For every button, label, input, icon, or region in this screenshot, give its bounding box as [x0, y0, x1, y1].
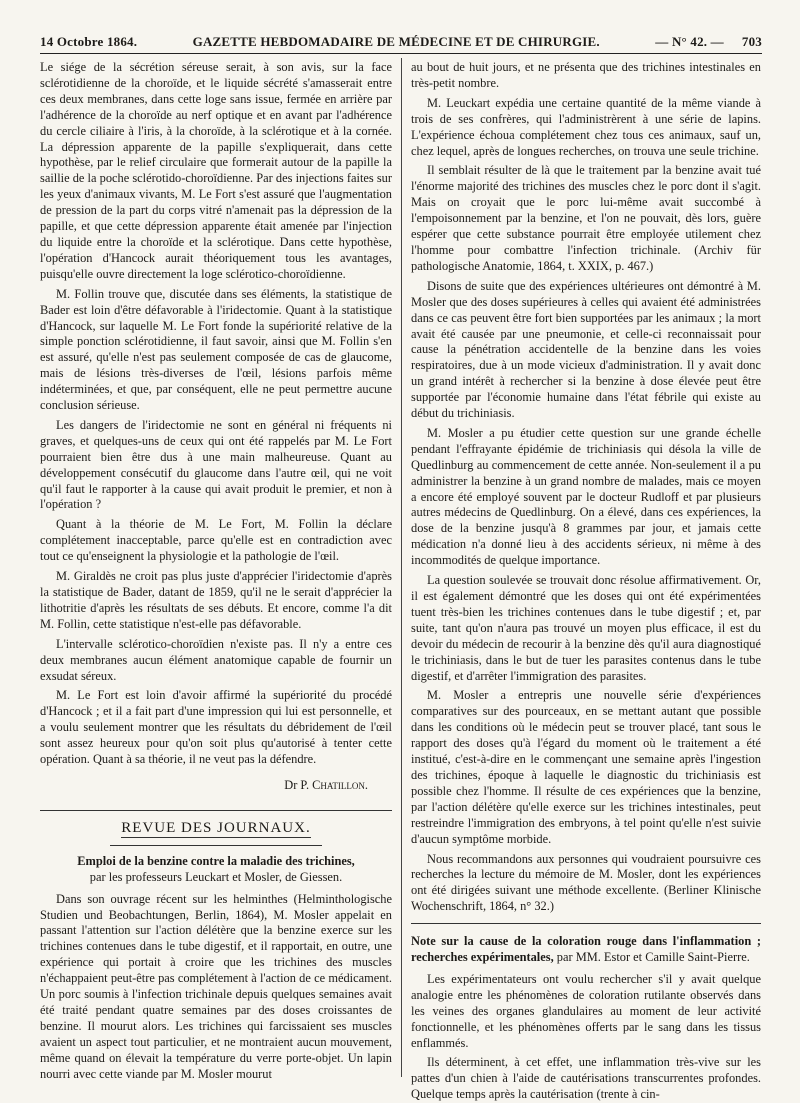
paragraph: Les dangers de l'iridectomie ne sont en général ni fréquents ni graves, et quelques-uns de ceux qui ont été rappelés par M. Le Fort pourraient bien être dus à une main malheureuse. Quant au développement consécutif du glaucome dans l'autre œil, qui ne voit qu'il faut le rapporter à la cause qui avait produit le premier, et non à l'opération ? [40, 417, 392, 512]
paragraph: M. Mosler a entrepris une nouvelle série d'expériences comparatives sur des pourceaux, en se mettant autant que possible dans les conditions où le médecin peut se trouver placé, tant sous le rapport des doses qu'à l'égard du moment où le traitement a été institué, c'est-à-dire en le commençant une semaine après l'ingestion des trichines, époque à laquelle le diagnostic du trichiniasis est possible chez l'homme. Il résulte de ces expériences que la benzine, par l'action délétère qu'elle exerce sur les trichines intestinales, peut restreindre l'immigration des embryons, à tel point qu'elle n'est suivie d'aucun symptôme morbide. [411, 688, 761, 846]
paragraph: M. Leuckart expédia une certaine quantité de la même viande à trois de ses confrères, qui l'administrèrent à une série de lapins. L'expérience échoua complétement chez tous ces animaux, sauf un, chez lequel, après de longues recherches, on trouva une seule trichine. [411, 95, 761, 158]
signature [40, 778, 368, 794]
section-title: REVUE DES JOURNAUX. [121, 819, 311, 836]
article-authors: par les professeurs Leuckart et Mosler, de Giessen. [89, 869, 343, 884]
paragraph: La question soulevée se trouvait donc résolue affirmativement. Or, il est également démontré que les doses qui ont été expérimentées tuent très-bien les trichines contenues dans le tube digestif ; et, par suite, tant qu'on n'aura pas trouvé un moyen plus efficace, il est du devoir du médecin de recourir à la benzine dès qu'il aura diagnostiqué le trichiniasis, dans le but de tuer les parasites contenus dans le tube digestif, et d'arrêter l'immigration des parasites. [411, 573, 761, 683]
paragraph: Nous recommandons aux personnes qui voudraient poursuivre ces recherches la lecture du mémoire de M. Mosler, dont les expériences ont été dirigées suivant une méthode excellente. (Berliner Klinische Wochenschrift, 1864, n° 32.) [411, 851, 761, 914]
article-title-text: Emploi de la benzine contre la maladie des trichines, [77, 853, 355, 868]
paragraph: Le siége de la sécrétion séreuse serait, à son avis, sur la face sclérotidienne de la choroïde, et le liquide sécrété s'amasserait entre ces deux membranes, dans cette loge sans issue, fermée en arrière par l'adhérence de la choroïde au nerf optique et en avant par l'adhérence du cercle ciliaire à l'iris, à la choroïde, à la sclérotique et à la cornée. La dépression apparente de la papille s'expliquerait, dans cette hypothèse, par le relief circulaire que formerait autour de la papille la saillie de la poche sclérotido-choroïdienne. Par des injections faites sur les yeux d'animaux vivants, M. Le Fort s'est assuré que l'augmentation de pression de la part du corps vitré n'amenait pas la dépression de la papille, et que cette dépression apparente était amenée par l'injection du liquide entre la choroïde et la sclérotique. Dans cette hypothèse, l'opération d'Hancock aurait théoriquement tous les avantages, puisqu'elle ouvre directement la loge sclérotico-choroïdienne. [40, 60, 392, 281]
paragraph: Quant à la théorie de M. Le Fort, M. Follin la déclare complétement inacceptable, parce qu'elle est en contradiction avec tout ce qu'enseignent la physiologie et la pathologie de l'œil. [40, 517, 392, 564]
column-rule [401, 58, 402, 1077]
article-title [40, 854, 392, 886]
article-title-text: Note sur la cause de la coloration rouge dans l'inflammation ; recherches expérimentales, [411, 934, 761, 965]
paragraph: au bout de huit jours, et ne présenta que des trichines intestinales en très-petit nombre. [411, 60, 761, 90]
signature-prefix: Dr P. [284, 777, 313, 792]
article-title [411, 934, 761, 966]
divider [411, 923, 761, 924]
left-column [40, 60, 392, 1081]
issue-number: — N° 42. — [655, 34, 724, 49]
journal-title: GAZETTE HEBDOMADAIRE DE MÉDECINE ET DE CHIRURGIE. [192, 34, 600, 49]
paragraph: Ils déterminent, à cet effet, une inflammation très-vive sur les pattes d'un chien à l'aide de cautérisations transcurrentes profondes. Quelque temps après la cautérisation (trente à cin- [411, 1055, 761, 1102]
paragraph: M. Mosler a pu étudier cette question sur une grande échelle pendant l'effrayante épidémie de trichiniasis qui désola la ville de Quedlinburg au commencement de cette année. Non-seulement il a pu administrer la benzine à un grand nombre de malades, mais ce moyen a encore été employé souvent par le docteur Rudloff et par plusieurs autres médecins de Quedlinburg. On a élevé, dans ces expériences, la dose de la benzine jusqu'à 8 grammes par jour, et jamais cette médication n'a donné lieu à des accidents sérieux, ni même à des incommodités de quelque importance. [411, 425, 761, 568]
page-header [40, 28, 762, 54]
page-number: 703 [741, 34, 762, 49]
signature-name: Chatillon. [312, 777, 368, 792]
paragraph: L'intervalle sclérotico-choroïdien n'existe pas. Il n'y a entre ces deux membranes aucun élément anatomique capable de fournir un exsudat séreux. [40, 636, 392, 683]
paragraph: Dans son ouvrage récent sur les helminthes (Helminthologische Studien und Beobachtungen, Berlin, 1864), M. Mosler appelait en passant l'attention sur l'action délétère que la benzine exerce sur les trichines contenues dans le tube digestif, et il rapportait, en outre, une expérience qui portait à croire que les trichines des muscles n'échappaient peut-être pas complétement à l'action de ce médicament. Un porc soumis à l'infection trichinale depuis quelques semaines avait été traité pendant quatre semaines par des doses croissantes de benzine. Il mourut alors. Les trichines qui farcissaient ses muscles avaient un aspect tout particulier, et ne montraient aucun mouvement, même quand on élevait la température du verre porte-objet. Un lapin nourri avec cette viande par M. Mosler mourut [40, 891, 392, 1081]
paragraph: Disons de suite que des expériences ultérieures ont démontré à M. Mosler que des doses supérieures à celles qui avaient été administrées dans ce cas peuvent être fort bien supportées par les animaux ; la mort avait été causée par une pneumonie, et celle-ci reconnaissait pour cause la pénétration accidentelle de la benzine dans les voies respiratoires, due à un mode vicieux d'administration. Il y avait donc un grand intérêt à rechercher si la benzine à dose élevée peut être supportée par l'économie humaine dans l'état fébrile qui existe au début du trichiniasis. [411, 278, 761, 421]
divider [110, 845, 321, 846]
paragraph: Il semblait résulter de là que le traitement par la benzine avait tué l'énorme majorité des trichines des muscles chez le porc dont il s'agit. Mais on croyait que le porc lui-même avait succombé à l'empoisonnement par la benzine, et l'on ne pouvait, dès lors, guère espérer que cette substance pourrait être employée utilement chez l'homme pour combattre l'infection trichinale. (Archiv für pathologische Anatomie, 1864, t. XXIX, p. 467.) [411, 163, 761, 273]
right-column [411, 60, 761, 1102]
divider [40, 810, 392, 811]
paragraph: M. Follin trouve que, discutée dans ses éléments, la statistique de Bader est loin d'être défavorable à l'iridectomie. Quant à la statistique d'Hancock, sur laquelle M. Le Fort fonde la supériorité relative de la simple ponction sclérotidienne, il faut savoir, ainsi que M. Follin s'en est assuré, qu'elle n'est pas seulement composée de cas de glaucome, mais de lésions très-diverses de l'œil, lésions parfois même indéterminées, et que, par conséquent, elle ne peut permettre aucune conclusion sérieuse. [40, 286, 392, 413]
paragraph: Les expérimentateurs ont voulu rechercher s'il y avait quelque analogie entre les phénomènes de coloration rutilante observés dans les veines des organes glandulaires au moment de leur activité fonctionnelle, et les phénomènes offerts par le sang dans les tissus enflammés. [411, 971, 761, 1050]
paragraph: M. Le Fort est loin d'avoir affirmé la supériorité du procédé d'Hancock ; et il a fait part d'une impression qui lui est personnelle, et a voulu seulement montrer que les résultats du débridement de l'œil sont assez heureux pour qu'on soit plus qu'autorisé à tenter cette opération. Quant à sa théorie, il ne veut pas la défendre. [40, 688, 392, 767]
issue-date: 14 Octobre 1864. [40, 34, 138, 49]
article-authors: par MM. Estor et Camille Saint-Pierre. [553, 950, 750, 965]
paragraph: M. Giraldès ne croit pas plus juste d'apprécier l'iridectomie d'après la statistique de Bader, datant de 1859, qu'il ne le serait d'apprécier la lithotritie d'après les résultats de ses débuts. Et encore, comme l'a dit M. Follin, cette statistique n'est-elle pas défavorable. [40, 569, 392, 631]
